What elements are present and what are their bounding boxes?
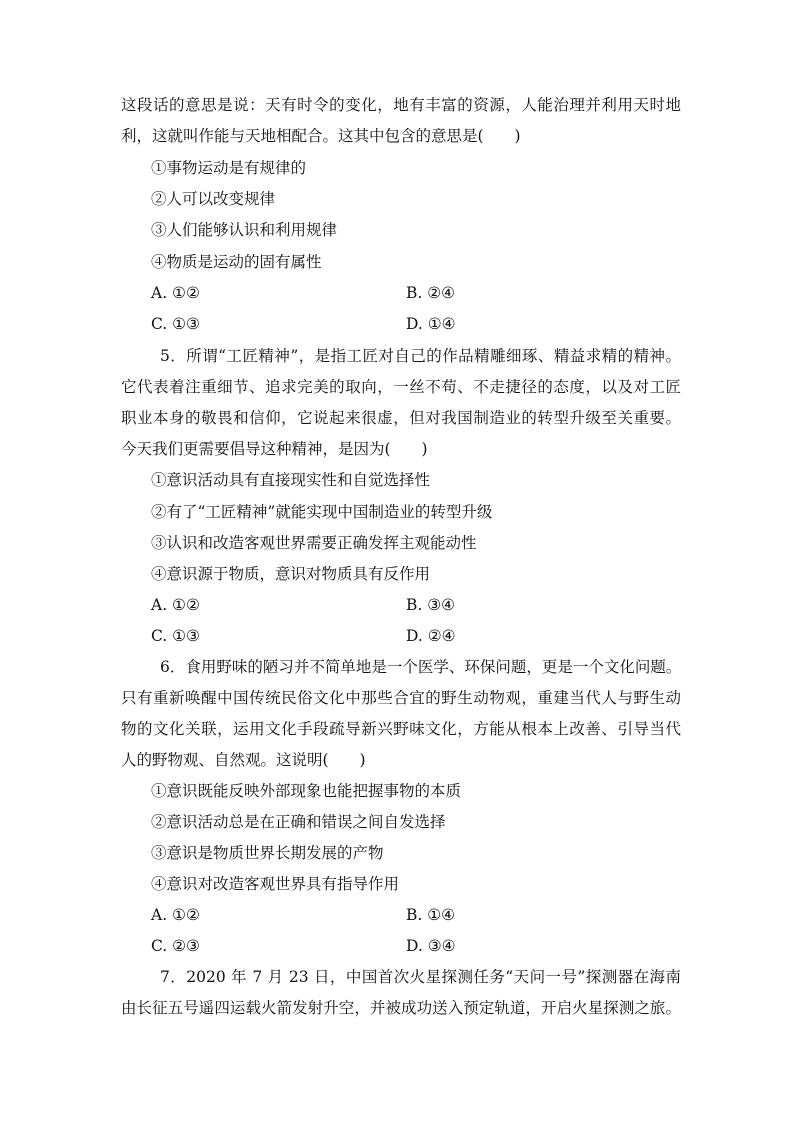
- q6-stem-line-3: 物的文化关联，运用文化手段疏导新兴野味文化，方能从根本上改善、引导当代: [121, 720, 681, 738]
- q5-option-d: D. ②④: [406, 627, 456, 645]
- q6-item-2: ②意识活动总是在正确和错误之间自发选择: [151, 813, 446, 831]
- q5-stem-line-2: 它代表着注重细节、追求完美的取向，一丝不苟、不走捷径的态度，以及对工匠: [121, 378, 681, 396]
- q5-stem-line-1: 5．所谓“工匠精神”，是指工匠对自己的作品精雕细琢、精益求精的精神。: [160, 347, 681, 365]
- q6-stem-line-4: 人的野物观、自然观。这说明( ): [121, 751, 366, 769]
- q5-stem-line-3: 职业本身的敬畏和信仰，它说起来很虚，但对我国制造业的转型升级至关重要。: [121, 409, 681, 427]
- q5-stem-line-4: 今天我们更需要倡导这种精神，是因为( ): [121, 440, 428, 458]
- q6-option-a: A. ①②: [151, 906, 200, 924]
- q7-stem-line-2: 由长征五号遥四运载火箭发射升空，并被成功送入预定轨道，开启火星探测之旅。: [121, 999, 681, 1017]
- q5-item-1: ①意识活动具有直接现实性和自觉选择性: [151, 471, 431, 489]
- q6-item-3: ③意识是物质世界长期发展的产物: [151, 844, 384, 862]
- q5-item-4: ④意识源于物质，意识对物质具有反作用: [151, 565, 431, 583]
- q5-item-2: ②有了“工匠精神”就能实现中国制造业的转型升级: [151, 503, 493, 521]
- q5-option-b: B. ③④: [406, 596, 456, 614]
- q4-option-b: B. ②④: [406, 284, 456, 302]
- q6-option-b: B. ①④: [406, 906, 456, 924]
- q4-item-4: ④物质是运动的固有属性: [151, 253, 322, 271]
- q6-stem-line-2: 只有重新唤醒中国传统民俗文化中那些合宜的野生动物观，重建当代人与野生动: [121, 689, 681, 707]
- q4-item-1: ①事物运动是有规律的: [151, 159, 307, 177]
- q4-option-a: A. ①②: [151, 284, 200, 302]
- q4-item-3: ③人们能够认识和利用规律: [151, 221, 338, 239]
- q5-option-c: C. ①③: [151, 627, 200, 645]
- q5-item-3: ③认识和改造客观世界需要正确发挥主观能动性: [151, 534, 477, 552]
- q4-stem-line-2: 利，这就叫作能与天地相配合。这其中包含的意思是( ): [121, 127, 521, 145]
- q5-option-a: A. ①②: [151, 596, 200, 614]
- q6-option-c: C. ②③: [151, 937, 200, 955]
- q6-item-4: ④意识对改造客观世界具有指导作用: [151, 875, 400, 893]
- q4-stem-line-1: 这段话的意思是说：天有时令的变化，地有丰富的资源，人能治理并利用天时地: [121, 96, 681, 114]
- q6-item-1: ①意识既能反映外部现象也能把握事物的本质: [151, 782, 462, 800]
- q6-option-d: D. ③④: [406, 937, 456, 955]
- q6-stem-line-1: 6．食用野味的陋习并不简单地是一个医学、环保问题，更是一个文化问题。: [160, 658, 682, 676]
- q4-item-2: ②人可以改变规律: [151, 190, 276, 208]
- q4-option-d: D. ①④: [406, 315, 456, 333]
- q4-option-c: C. ①③: [151, 315, 200, 333]
- q7-stem-line-1: 7．2020 年 7 月 23 日，中国首次火星探测任务“天问一号”探测器在海南: [160, 968, 681, 986]
